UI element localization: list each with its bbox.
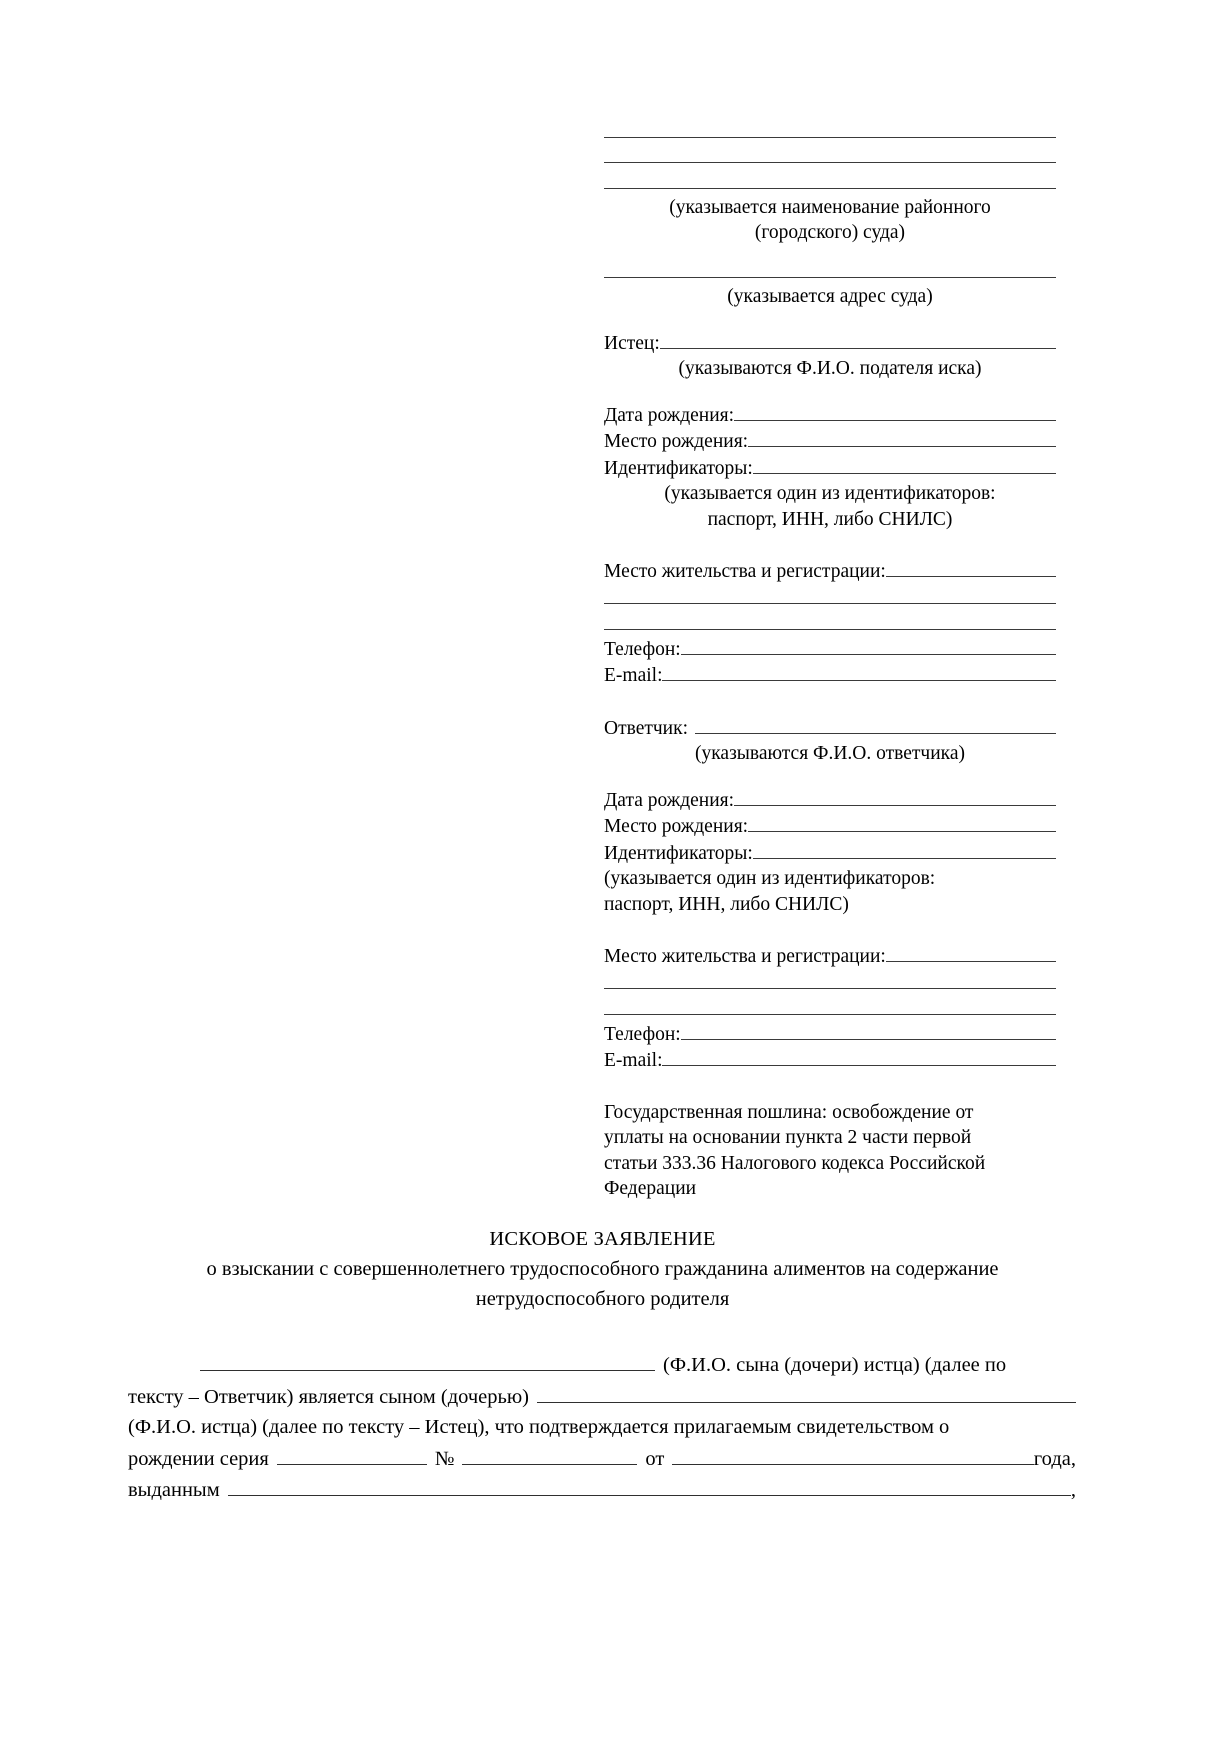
spacer	[604, 1074, 1056, 1100]
title-block	[130, 1224, 1075, 1314]
child-name-input[interactable]	[200, 1349, 655, 1371]
body-line-5[interactable]	[128, 1474, 1076, 1506]
defendant-birth-date-field[interactable]	[604, 787, 1056, 814]
defendant-email-label: E-mail:	[604, 1050, 663, 1071]
body-paragraph	[128, 1349, 1076, 1506]
plaintiff-identifiers-note-line-2: паспорт, ИНН, либо СНИЛС)	[707, 508, 953, 530]
spacer	[604, 689, 1056, 715]
defendant-phone-label: Телефон:	[604, 1023, 681, 1045]
state-fee-line-1: Государственная пошлина: освобождение от	[604, 1101, 974, 1123]
document-title: ИСКОВОЕ ЗАЯВЛЕНИЕ	[489, 1228, 716, 1250]
defendant-name-caption: (указываются Ф.И.О. ответчика)	[695, 743, 965, 764]
court-address-line[interactable]	[604, 259, 1056, 285]
state-fee-line-4: Федерации	[604, 1178, 697, 1199]
spacer	[604, 767, 1056, 787]
defendant-birth-date-input[interactable]	[734, 787, 1056, 806]
defendant-identifiers-note-line-1: (указывается один из идентификаторов:	[604, 868, 936, 889]
plaintiff-identifiers-field[interactable]	[604, 455, 1056, 482]
plaintiff-birth-date-label: Дата рождения:	[604, 404, 735, 426]
body-line-2[interactable]	[128, 1381, 1076, 1413]
body-line-1-text: (Ф.И.О. сына (дочери) истца) (далее по	[663, 1354, 1007, 1376]
defendant-name-field[interactable]	[604, 715, 1056, 742]
plaintiff-email-label: E-mail:	[604, 665, 663, 686]
body-line-3-text: (Ф.И.О. истца) (далее по тексту – Истец), что подтверждается прилагаемым свидетельством о	[128, 1416, 950, 1438]
plaintiff-name-caption: (указываются Ф.И.О. подателя иска)	[678, 358, 982, 379]
court-name-line-2[interactable]	[604, 144, 1056, 170]
issued-by-label: выданным	[128, 1479, 220, 1501]
defendant-identifiers-note-line-2: паспорт, ИНН, либо СНИЛС)	[604, 893, 849, 915]
plaintiff-residence-input[interactable]	[886, 558, 1056, 577]
document-subtitle-line-2: нетрудоспособного родителя	[475, 1288, 730, 1310]
certificate-year-suffix: года,	[1033, 1447, 1076, 1470]
document-subtitle-line-1: о взыскании с совершеннолетнего трудоспособного гражданина алиментов на содержание	[206, 1258, 999, 1280]
defendant-name-input[interactable]	[695, 715, 1056, 734]
certificate-number-label: №	[434, 1447, 455, 1470]
court-name-line-3[interactable]	[604, 169, 1056, 195]
defendant-phone-field[interactable]	[604, 1021, 1056, 1048]
court-address-caption: (указывается адрес суда)	[727, 286, 933, 307]
defendant-identifiers-input[interactable]	[753, 840, 1056, 859]
plaintiff-name-field[interactable]	[604, 330, 1056, 357]
plaintiff-birth-place-label: Место рождения:	[604, 431, 749, 452]
defendant-residence-line-2[interactable]	[604, 970, 1056, 996]
certificate-date-label: от	[645, 1447, 665, 1470]
plaintiff-name-input[interactable]	[660, 330, 1056, 349]
plaintiff-identifiers-input[interactable]	[753, 455, 1056, 474]
defendant-email-input[interactable]	[662, 1047, 1056, 1066]
plaintiff-name-body-input[interactable]	[537, 1381, 1076, 1403]
body-line-5-suffix: ,	[1070, 1479, 1076, 1501]
court-name-caption-line-2: (городского) суда)	[754, 222, 906, 243]
certificate-date-input[interactable]	[672, 1443, 1033, 1465]
court-name-caption-line-1: (указывается наименование районного	[669, 196, 991, 218]
plaintiff-residence-label: Место жительства и регистрации:	[604, 561, 886, 582]
state-fee-line-3: статьи 333.36 Налогового кодекса Российской	[604, 1152, 986, 1174]
defendant-birth-place-field[interactable]	[604, 813, 1056, 840]
defendant-birth-place-input[interactable]	[748, 813, 1056, 832]
plaintiff-phone-label: Телефон:	[604, 638, 681, 660]
plaintiff-residence-field[interactable]	[604, 558, 1056, 585]
plaintiff-residence-line-3[interactable]	[604, 610, 1056, 636]
defendant-residence-input[interactable]	[886, 943, 1056, 962]
spacer	[604, 310, 1056, 330]
plaintiff-birth-place-field[interactable]	[604, 428, 1056, 455]
plaintiff-label: Истец:	[604, 332, 660, 354]
plaintiff-birth-place-input[interactable]	[748, 428, 1056, 447]
plaintiff-phone-input[interactable]	[681, 636, 1056, 655]
certificate-series-label: рождении серия	[128, 1447, 269, 1470]
plaintiff-phone-field[interactable]	[604, 636, 1056, 663]
defendant-phone-input[interactable]	[681, 1021, 1056, 1040]
spacer	[604, 532, 1056, 558]
body-line-3	[128, 1412, 1076, 1443]
defendant-residence-field[interactable]	[604, 943, 1056, 970]
issued-by-input[interactable]	[228, 1474, 1071, 1496]
plaintiff-email-input[interactable]	[662, 662, 1056, 681]
defendant-birth-place-label: Место рождения:	[604, 816, 749, 837]
defendant-label: Ответчик:	[604, 717, 689, 739]
state-fee-note	[604, 1100, 1056, 1202]
body-line-4[interactable]	[128, 1443, 1076, 1475]
plaintiff-birth-date-field[interactable]	[604, 402, 1056, 429]
plaintiff-email-field[interactable]	[604, 662, 1056, 689]
spacer	[604, 246, 1056, 259]
body-line-2-text: тексту – Ответчик) является сыном (дочерью)	[128, 1385, 530, 1408]
spacer	[604, 382, 1056, 402]
certificate-number-input[interactable]	[462, 1443, 637, 1465]
plaintiff-birth-date-input[interactable]	[734, 402, 1056, 421]
defendant-email-field[interactable]	[604, 1047, 1056, 1074]
defendant-residence-line-3[interactable]	[604, 995, 1056, 1021]
state-fee-line-2: уплаты на основании пункта 2 части первой	[604, 1127, 972, 1148]
defendant-identifiers-field[interactable]	[604, 840, 1056, 867]
certificate-series-input[interactable]	[277, 1443, 427, 1465]
court-name-line-1[interactable]	[604, 118, 1056, 144]
plaintiff-identifiers-label: Идентификаторы:	[604, 457, 753, 479]
defendant-residence-label: Место жительства и регистрации:	[604, 946, 886, 967]
defendant-birth-date-label: Дата рождения:	[604, 789, 735, 811]
defendant-identifiers-label: Идентификаторы:	[604, 842, 753, 864]
plaintiff-residence-line-2[interactable]	[604, 585, 1056, 611]
spacer	[604, 917, 1056, 943]
court-and-parties-block	[604, 118, 1056, 1202]
body-line-1[interactable]	[128, 1349, 1076, 1381]
plaintiff-identifiers-note-line-1: (указывается один из идентификаторов:	[664, 483, 996, 504]
